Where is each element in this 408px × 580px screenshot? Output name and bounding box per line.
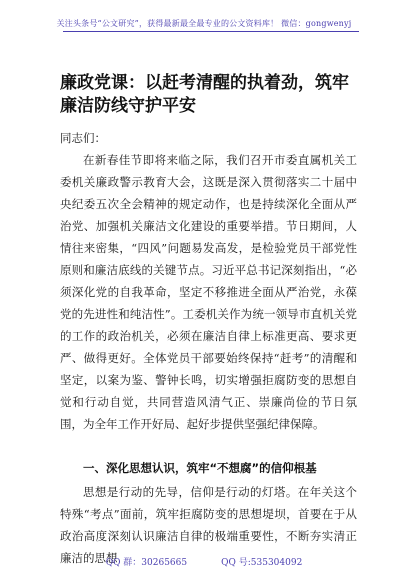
document-title: 廉政党课：以赶考清醒的执着劲，筑牢廉洁防线守护平安 [60,73,349,116]
body-paragraph-section-1: 思想是行动的先导，信仰是行动的灯塔。在年关这个特殊“考点”面前，筑牢拒腐防变的思想堤坝，首要在于从政治高度深刻认识廉洁自律的极端重要性，不断夯实清正廉洁的思想 [60,485,357,565]
footer-qq-number: QQ 号:535304092 [221,558,303,568]
body-paragraph-intro: 在新春佳节即将来临之际，我们召开市委直属机关工委机关廉政警示教育大会，这既是深入贯彻落实二十届中央纪委五次全会精神的规定动作，也是持续深化全面从严治党、加强机关廉洁文化建设的重要举措。节日期间，人情往来密集，“四风”问题易发高发，是检验党员干部党性原则和廉洁底线的关键节点。习近平总书记深刻指出，“必须深化党的自我革命，坚定不移推进全面从严治党，永葆党的先进性和纯洁性”。工委机关作为统一领导市直机关党的工作的政治机关，必须在廉洁自律上标准更高、要求更严、做得更好。全体党员干部要始终保持“赶考”的清醒和坚定，以案为鉴、警钟长鸣，切实增强拒腐防变的思想自觉和行动自觉，共同营造风清气正、崇廉尚俭的节日氛围，为全年工作开好局、起好步提供坚强纪律保障。 [60,153,357,431]
section-heading-1: 一、深化思想认识，筑牢“不想腐”的信仰根基 [83,461,317,475]
header-divider [63,31,359,32]
footer-contact [0,555,408,568]
salutation: 同志们： [60,131,106,145]
header-promo-banner: 关注头条号“公文研究”，获得最新最全最专业的公文资料库！ 微信：gongwenyj [56,19,352,28]
footer-qq-group: QQ 群：30265665 [105,558,188,568]
